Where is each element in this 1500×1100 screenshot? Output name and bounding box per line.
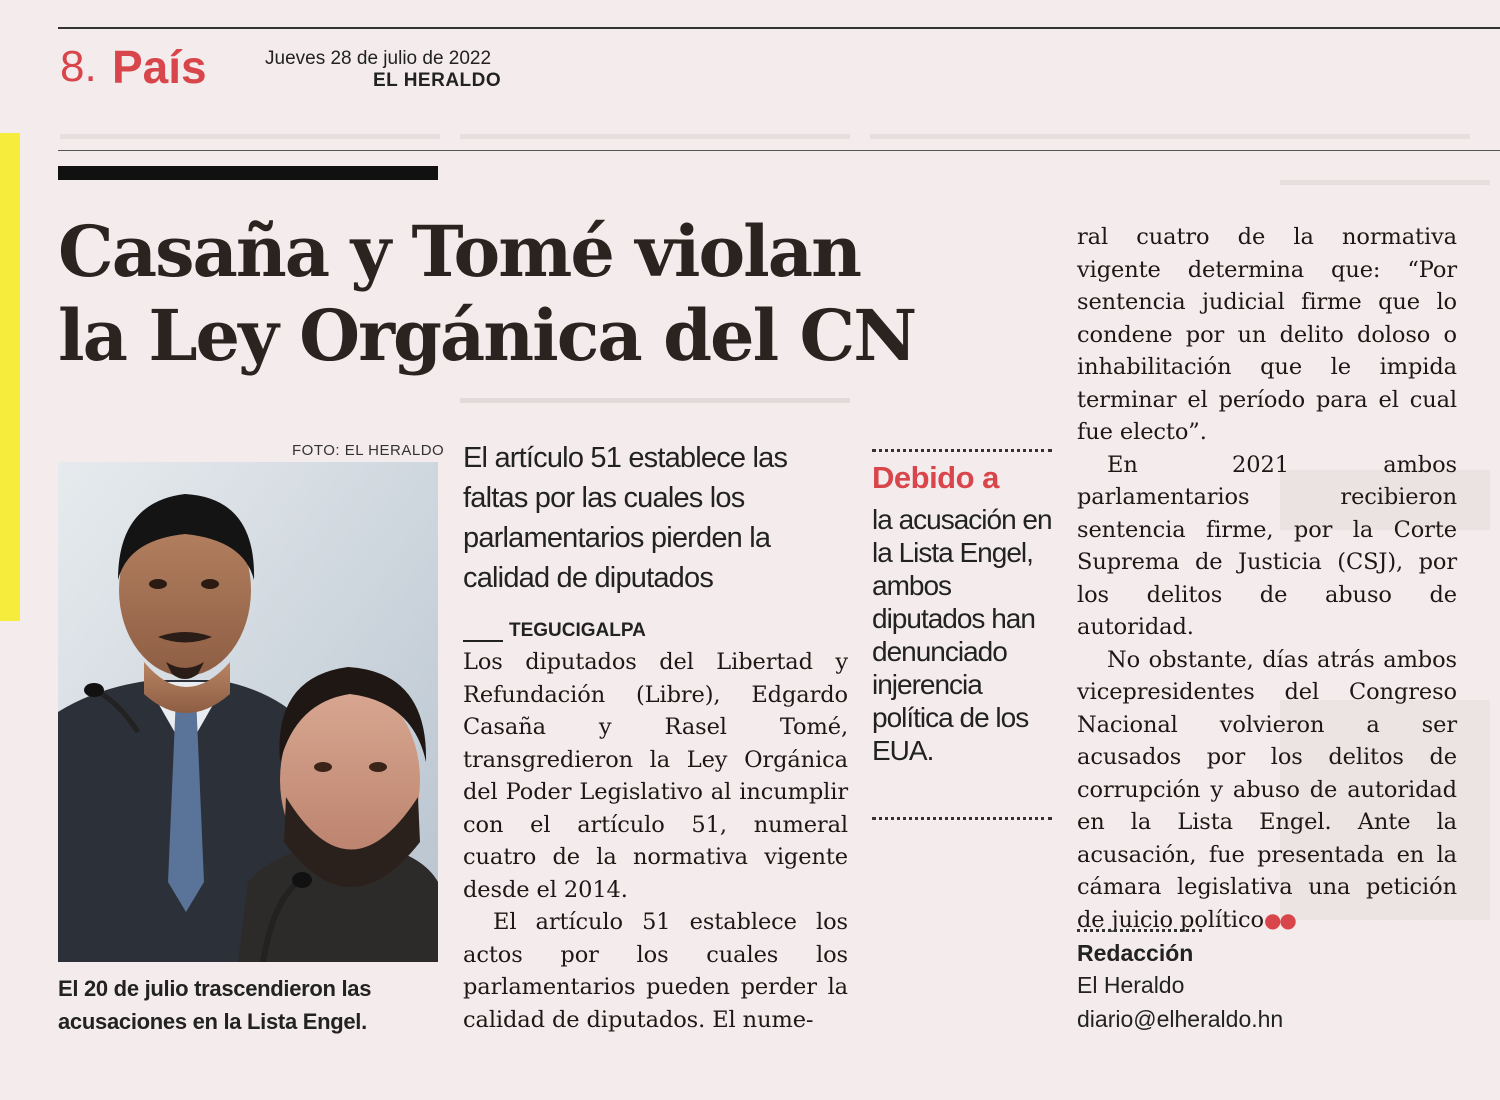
header-rule	[58, 150, 1500, 151]
body-paragraph	[1077, 644, 1457, 937]
article-photo	[58, 462, 438, 962]
ghost-line	[460, 134, 850, 139]
caption-line-2: acusaciones en la Lista Engel.	[58, 1009, 367, 1034]
headline-line-1: Casaña y Tomé violan	[58, 210, 861, 293]
pull-quote-lead: Debido a	[872, 460, 999, 495]
ghost-line	[1280, 180, 1490, 185]
pull-quote-top-rule	[872, 449, 1052, 452]
photo-credit: FOTO: EL HERALDO	[292, 442, 445, 459]
body-paragraph: El artículo 51 establece los actos por los cuales los parlamentarios pueden perder la calidad de diputados. El nume-	[463, 909, 848, 1033]
ghost-line	[60, 134, 440, 139]
article-deck: El artículo 51 establece las faltas por las cuales los parlamentarios pierden la calidad de diputados	[463, 442, 788, 594]
margin-highlight	[0, 133, 20, 621]
byline-publication: El Heraldo	[1077, 972, 1185, 998]
body-column-2	[1077, 221, 1457, 936]
page-number: 8.	[60, 42, 97, 91]
dateline-rule	[463, 640, 503, 642]
newspaper-name: EL HERALDO	[373, 70, 502, 91]
caption-line-1: El 20 de julio trascendieron las	[58, 976, 372, 1001]
body-column-1	[463, 646, 848, 1036]
section-name: País	[112, 41, 207, 93]
byline-name: Redacción	[1077, 940, 1194, 966]
body-paragraph: Los diputados del Libertad y Refundación (Libre), Edgardo Casaña y Rasel Tomé, transgredieron la Ley Orgánica del Poder Legislativo al incumplir con el artículo 51, numeral cuatro de la normativa vigente desde el 2014.	[463, 649, 848, 903]
ghost-line	[870, 134, 1470, 139]
byline-rule	[1077, 929, 1202, 932]
headline-rule	[58, 166, 438, 180]
pull-quote-text: la acusación en la Lista Engel, ambos diputados han denunciado injerencia política de los EUA.	[872, 504, 1052, 766]
byline-email[interactable]: diario@elheraldo.hn	[1077, 1006, 1284, 1032]
photo-illustration	[58, 462, 438, 962]
headline	[58, 210, 958, 378]
top-rule	[58, 27, 1500, 29]
body-paragraph: ral cuatro de la normativa vigente determina que: “Por sentencia judicial firme que lo condene por un delito doloso o inhabilitación que le impida terminar el período para el cual fue electo”.	[1077, 224, 1457, 445]
body-paragraph-text: No obstante, días atrás ambos vicepresidentes del Congreso Nacional volvieron a ser acusados por los delitos de corrupción y abuso de autoridad en la Lista Engel. Ante la acusación, fue presentada en la cámara legislativa una petición de juicio político	[1077, 646, 1457, 933]
ghost-line	[460, 398, 850, 403]
photo-caption	[58, 972, 438, 1038]
dateline: TEGUCIGALPA	[509, 620, 646, 641]
end-mark-icon: ●●	[1263, 907, 1295, 932]
headline-line-2: la Ley Orgánica del CN	[58, 294, 916, 377]
issue-date: Jueves 28 de julio de 2022	[265, 48, 492, 69]
body-paragraph: En 2021 ambos parlamentarios recibieron sentencia firme, por la Corte Suprema de Justicia (CSJ), por los delitos de abuso de autoridad.	[1077, 451, 1457, 640]
pull-quote-bottom-rule	[872, 817, 1052, 820]
